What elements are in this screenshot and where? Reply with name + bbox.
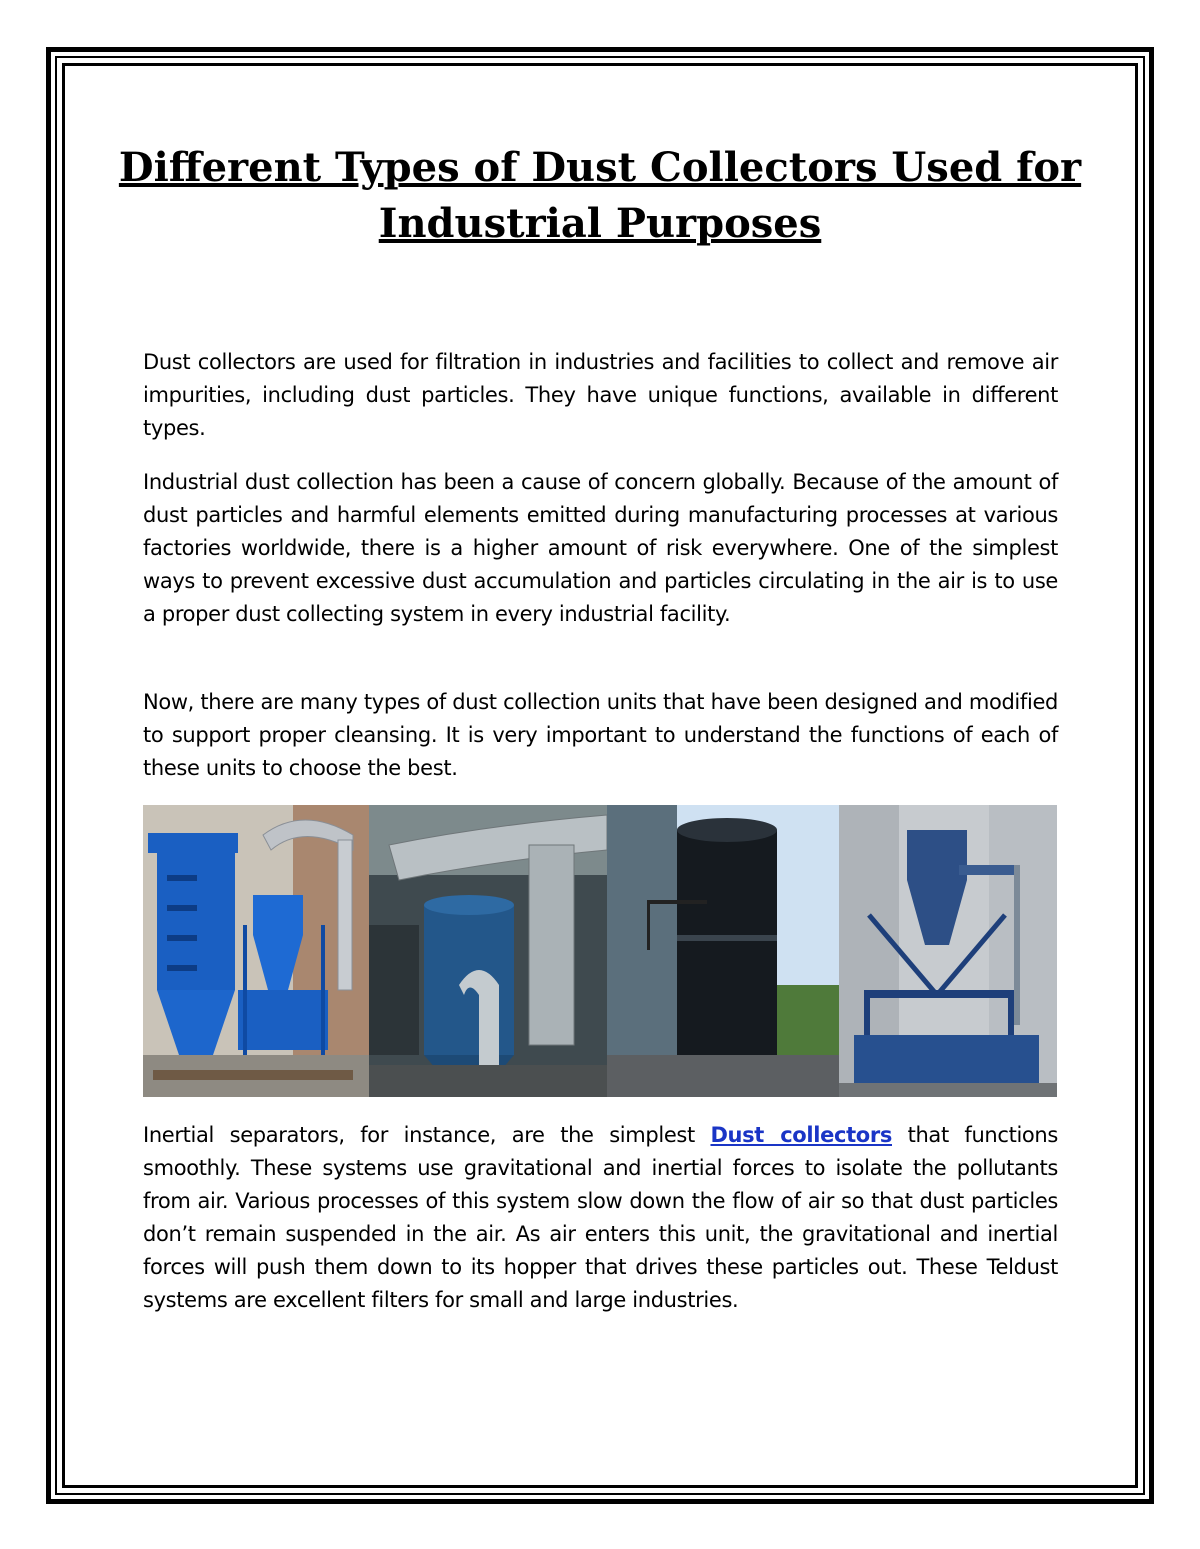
duct-dust-collector-photo [369,805,607,1097]
paragraph-inertial-separators [143,1119,1058,1317]
dust-collectors-link[interactable]: Dust collectors [710,1123,892,1147]
cyclone-dust-collector-photo [839,805,1057,1097]
dust-collector-photo-strip [143,805,1057,1097]
paragraph-text: Inertial separators, for instance, are the simplest [143,1123,711,1147]
paragraph-concern: Industrial dust collection has been a cause of concern globally. Because of the amount of dust particles and harmful elements emitted during manufacturing processes at various factories worldwide, there is a higher amount of risk everywhere. One of the simplest ways to prevent excessive dust accumulation and particles circulating in the air is to use a proper dust collecting system in every industrial facility. [143,470,1058,626]
paragraph-intro: Dust collectors are used for filtration in industries and facilities to collect and remove air impurities, including dust particles. They have unique functions, available in different types. [143,350,1058,440]
paragraph-text: that functions smoothly. These systems use gravitational and inertial forces to isolate the pollutants from air. Various processes of this system slow down the flow of air so that dust particles don’t remain suspended in the air. As air enters this unit, the gravitational and inertial forces will push them down to its hopper that drives these particles out. These Teldust systems are excellent filters for small and large industries. [143,1123,1058,1312]
blue-dust-collector-photo [143,805,369,1097]
silo-dust-collector-photo [607,805,839,1097]
paragraph-types: Now, there are many types of dust collection units that have been designed and modified to support proper cleansing. It is very important to understand the functions of each of these units to choose the best. [143,690,1058,780]
document-title: Different Types of Dust Collectors Used for Industrial Purposes [118,144,1082,247]
